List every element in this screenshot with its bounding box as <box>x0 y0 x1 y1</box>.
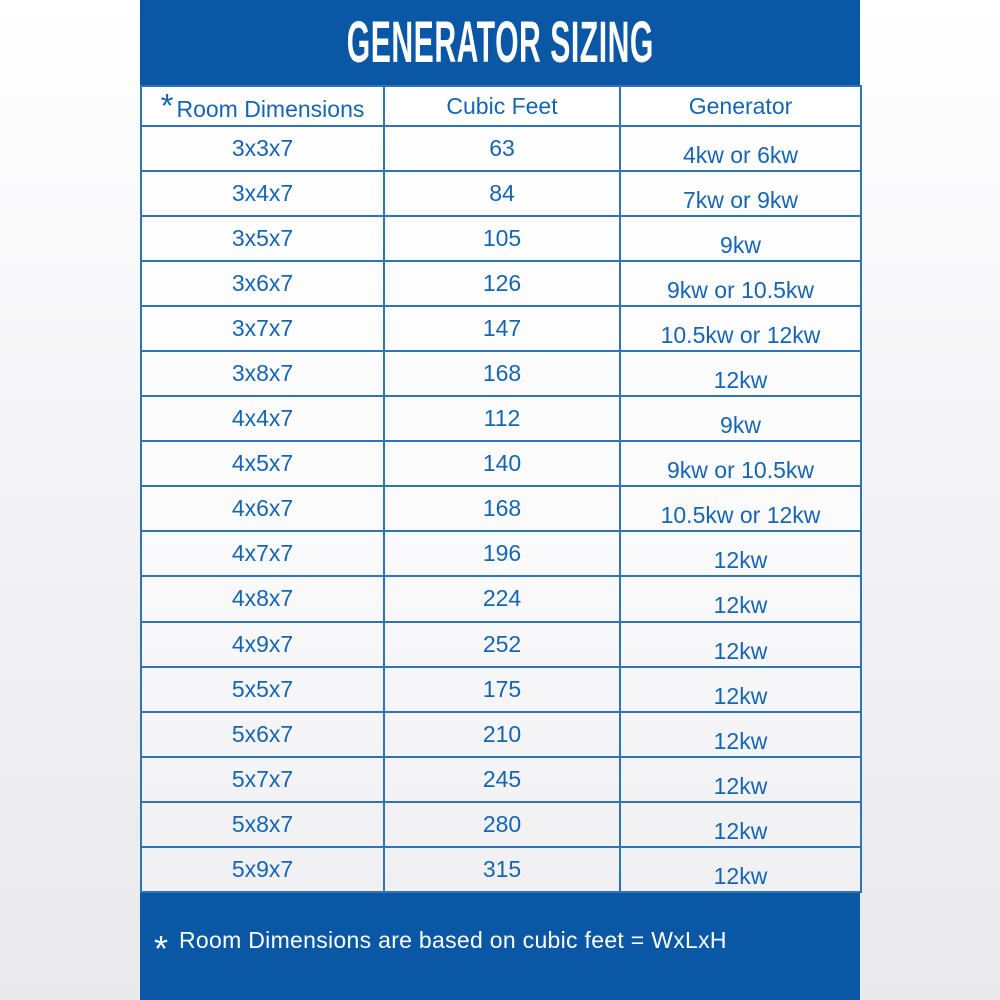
cubic-feet-cell <box>384 757 620 802</box>
generator-cell <box>620 712 861 757</box>
column-header-generator: Generator <box>620 86 861 126</box>
generator-cell <box>620 576 861 621</box>
cubic-feet-cell <box>384 216 620 261</box>
table-row <box>141 847 861 892</box>
cubic-feet-cell-text: 63 <box>489 135 515 162</box>
generator-cell <box>620 802 861 847</box>
cubic-feet-cell-text: 175 <box>482 675 522 702</box>
cubic-feet-cell-text: 280 <box>482 810 522 837</box>
room-dimensions-cell <box>141 712 384 757</box>
column-header-room-dimensions <box>141 86 384 126</box>
room-dimensions-cell-text: 3x7x7 <box>231 315 294 342</box>
generator-cell-text: 10.5kw or 12kw <box>660 502 821 529</box>
room-dimensions-cell-text: 3x8x7 <box>231 360 294 387</box>
room-dimensions-cell <box>141 802 384 847</box>
generator-cell-text: 4kw or 6kw <box>682 142 799 169</box>
room-dimensions-cell <box>141 396 384 441</box>
generator-cell <box>620 441 861 486</box>
room-dimensions-cell-text: 4x8x7 <box>231 585 294 612</box>
cubic-feet-cell-text: 210 <box>482 720 522 747</box>
column-header-cubic-feet: Cubic Feet <box>384 86 620 126</box>
generator-cell <box>620 531 861 576</box>
generator-cell-text: 7kw or 9kw <box>682 187 799 214</box>
generator-cell-text: 12kw <box>713 727 768 754</box>
generator-cell-text: 10.5kw or 12kw <box>660 322 821 349</box>
cubic-feet-cell <box>384 622 620 667</box>
cubic-feet-cell-text: 105 <box>482 225 522 252</box>
cubic-feet-cell <box>384 576 620 621</box>
generator-cell-text: 9kw <box>720 412 761 439</box>
cubic-feet-cell-text: 84 <box>489 180 515 207</box>
room-dimensions-cell <box>141 757 384 802</box>
room-dimensions-cell <box>141 351 384 396</box>
cubic-feet-cell <box>384 802 620 847</box>
generator-cell-text: 12kw <box>713 862 768 889</box>
cubic-feet-cell <box>384 306 620 351</box>
room-dimensions-cell <box>141 847 384 892</box>
cubic-feet-cell-text: 126 <box>482 270 522 297</box>
table-row <box>141 306 861 351</box>
generator-cell <box>620 847 861 892</box>
generator-cell <box>620 261 861 306</box>
cubic-feet-cell <box>384 712 620 757</box>
table-header-row <box>141 86 861 126</box>
room-dimensions-cell-text: 4x9x7 <box>231 630 294 657</box>
generator-sizing-table <box>140 85 862 893</box>
room-dimensions-cell <box>141 667 384 712</box>
generator-cell-text: 12kw <box>713 592 768 619</box>
cubic-feet-cell-text: 147 <box>482 315 522 342</box>
generator-cell-text: 12kw <box>713 367 768 394</box>
table-row <box>141 802 861 847</box>
page-title: GENERATOR SIZING <box>346 9 654 75</box>
table-row <box>141 712 861 757</box>
cubic-feet-cell <box>384 441 620 486</box>
cubic-feet-cell <box>384 486 620 531</box>
asterisk-mark: * <box>160 87 174 124</box>
table-row <box>141 531 861 576</box>
table-row <box>141 486 861 531</box>
cubic-feet-cell <box>384 396 620 441</box>
generator-cell <box>620 126 861 171</box>
cubic-feet-cell-text: 196 <box>482 540 522 567</box>
footnote-text: Room Dimensions are based on cubic feet = WxLxH <box>179 927 727 953</box>
generator-cell <box>620 622 861 667</box>
generator-cell-text: 9kw or 10.5kw <box>666 457 814 484</box>
table-row <box>141 171 861 216</box>
room-dimensions-cell-text: 5x9x7 <box>231 855 294 882</box>
footnote-band: * Room Dimensions are based on cubic feet = WxLxH <box>154 927 727 969</box>
room-dimensions-cell-text: 4x6x7 <box>231 495 294 522</box>
room-dimensions-cell <box>141 441 384 486</box>
table-row <box>141 622 861 667</box>
room-dimensions-cell-text: 4x5x7 <box>231 450 294 477</box>
generator-cell-text: 12kw <box>713 772 768 799</box>
cubic-feet-cell-text: 140 <box>482 450 522 477</box>
room-dimensions-cell-text: 5x6x7 <box>231 720 294 747</box>
room-dimensions-cell <box>141 576 384 621</box>
generator-cell-text: 12kw <box>713 547 768 574</box>
cubic-feet-cell-text: 252 <box>482 630 522 657</box>
cubic-feet-cell <box>384 171 620 216</box>
table-row <box>141 126 861 171</box>
generator-cell <box>620 486 861 531</box>
generator-cell-text: 12kw <box>713 682 768 709</box>
room-dimensions-cell <box>141 216 384 261</box>
room-dimensions-cell-text: 3x6x7 <box>231 270 294 297</box>
generator-cell <box>620 171 861 216</box>
room-dimensions-cell-text: 5x8x7 <box>231 810 294 837</box>
room-dimensions-cell <box>141 171 384 216</box>
room-dimensions-cell <box>141 486 384 531</box>
cubic-feet-cell-text: 315 <box>482 855 522 882</box>
generator-cell <box>620 396 861 441</box>
table-row <box>141 576 861 621</box>
room-dimensions-cell <box>141 261 384 306</box>
table-row <box>141 216 861 261</box>
room-dimensions-cell-text: 4x7x7 <box>231 540 294 567</box>
blue-panel <box>140 0 860 1000</box>
room-dimensions-cell-text: 3x3x7 <box>231 135 294 162</box>
table-row <box>141 757 861 802</box>
room-dimensions-cell-text: 5x7x7 <box>231 765 294 792</box>
table-row <box>141 261 861 306</box>
generator-cell-text: 9kw <box>720 232 761 259</box>
generator-sizing-table-body <box>141 126 861 892</box>
room-dimensions-cell <box>141 622 384 667</box>
title-band <box>140 0 860 85</box>
generator-cell-text: 9kw or 10.5kw <box>666 277 814 304</box>
generator-cell <box>620 306 861 351</box>
table-row <box>141 351 861 396</box>
column-header-label: Room Dimensions <box>176 96 365 122</box>
table-row <box>141 396 861 441</box>
cubic-feet-cell-text: 112 <box>483 405 521 432</box>
generator-cell-text: 12kw <box>713 637 768 664</box>
table-row <box>141 441 861 486</box>
generator-cell <box>620 667 861 712</box>
room-dimensions-cell-text: 3x5x7 <box>231 225 294 252</box>
cubic-feet-cell <box>384 261 620 306</box>
cubic-feet-cell <box>384 531 620 576</box>
room-dimensions-cell <box>141 531 384 576</box>
generator-cell <box>620 351 861 396</box>
room-dimensions-cell-text: 5x5x7 <box>231 675 294 702</box>
cubic-feet-cell <box>384 667 620 712</box>
room-dimensions-cell-text: 3x4x7 <box>231 180 294 207</box>
generator-cell <box>620 757 861 802</box>
cubic-feet-cell-text: 168 <box>482 360 522 387</box>
cubic-feet-cell-text: 168 <box>482 495 522 522</box>
cubic-feet-cell-text: 245 <box>482 765 522 792</box>
cubic-feet-cell <box>384 351 620 396</box>
room-dimensions-cell <box>141 306 384 351</box>
cubic-feet-cell <box>384 847 620 892</box>
generator-cell-text: 12kw <box>713 817 768 844</box>
cubic-feet-cell-text: 224 <box>482 585 522 612</box>
table-row <box>141 667 861 712</box>
generator-cell <box>620 216 861 261</box>
room-dimensions-cell <box>141 126 384 171</box>
room-dimensions-cell-text: 4x4x7 <box>231 405 294 432</box>
cubic-feet-cell <box>384 126 620 171</box>
